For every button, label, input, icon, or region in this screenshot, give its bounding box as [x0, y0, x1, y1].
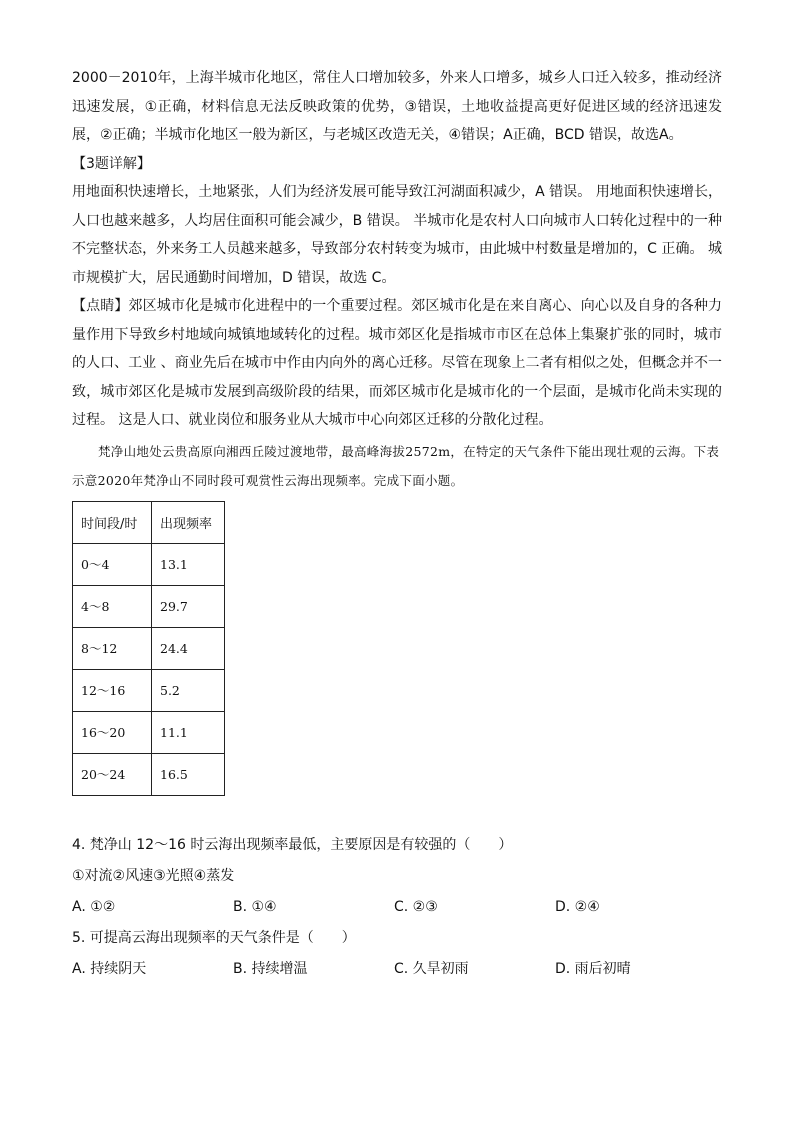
table-row [73, 585, 225, 627]
option-c: C. 久旱初雨 [394, 960, 469, 977]
table-header-row [73, 501, 225, 543]
question-intro: 梵净山地处云贵高原向湘西丘陵过渡地带，最高峰海拔2572m，在特定的天气条件下能出现壮观的云海。下表示意2020年梵净山不同时段可观赏性云海出现频率。完成下面小题。 [72, 443, 720, 488]
option-a: A. ①② [72, 898, 116, 915]
question-5-stem: 5. 可提高云海出现频率的天气条件是（ ） [72, 929, 356, 946]
time-period-cell: 20～24 [73, 753, 152, 795]
document-page [72, 64, 722, 985]
frequency-cell: 29.7 [152, 585, 225, 627]
q3-heading: 【3题详解】 [72, 155, 151, 172]
table-row [73, 753, 225, 795]
time-period-cell: 16～20 [73, 711, 152, 753]
option-b: B. ①④ [233, 898, 277, 915]
table-row [73, 711, 225, 753]
time-period-cell: 4～8 [73, 585, 152, 627]
question-5-options [72, 954, 722, 985]
option-d: D. ②④ [555, 898, 600, 915]
table-row [73, 669, 225, 711]
question-4-options [72, 892, 722, 923]
option-d: D. 雨后初晴 [555, 960, 631, 977]
time-period-cell: 0～4 [73, 543, 152, 585]
answer-paragraph: 2000－2010年，上海半城市化地区，常住人口增加较多，外来人口增多，城乡人口迁入较多，推动经济迅速发展，①正确，材料信息无法反映政策的优势，③错误，土地收益提高更好促进区域的经济迅速发展，②正确；半城市化地区一般为新区，与老城区改造无关，④错误；A正确，BCD 错误，故选A。 [72, 70, 722, 143]
table-header-cell: 出现频率 [152, 501, 225, 543]
spacer [72, 796, 722, 830]
frequency-cell: 24.4 [152, 627, 225, 669]
frequency-cell: 5.2 [152, 669, 225, 711]
time-period-cell: 8～12 [73, 627, 152, 669]
option-c: C. ②③ [394, 898, 438, 915]
table-row [73, 543, 225, 585]
frequency-cell: 13.1 [152, 543, 225, 585]
frequency-cell: 11.1 [152, 711, 225, 753]
time-period-cell: 12～16 [73, 669, 152, 711]
question-4-items: ①对流②风速③光照④蒸发 [72, 867, 235, 884]
table-header-cell: 时间段/时 [73, 501, 152, 543]
comment-paragraph: 【点睛】郊区城市化是城市化进程中的一个重要过程。郊区城市化是在来自离心、向心以及自身的各种力量作用下导致乡村地域向城镇地域转化的过程。城市郊区化是指城市市区在总体上集聚扩张的同时，城市的人口、工业 、商业先后在城市中作由内向外的离心迁移。尽管在现象上二者有相似之处，但概念并不一致，城市郊区化是城市发展到高级阶段的结果，而郊区城市化是城市化的一个层面，是城市化尚未实现的过程。 这是人口、就业岗位和服务业从大城市中心向郊区迁移的分散化过程。 [72, 298, 722, 428]
question-4-stem: 4. 梵净山 12～16 时云海出现频率最低，主要原因是有较强的（ ） [72, 836, 513, 853]
frequency-table [72, 501, 225, 796]
option-a: A. 持续阴天 [72, 960, 147, 977]
table-row [73, 627, 225, 669]
frequency-cell: 16.5 [152, 753, 225, 795]
option-b: B. 持续增温 [233, 960, 308, 977]
q3-explanation: 用地面积快速增长，土地紧张，人们为经济发展可能导致江河湖面积减少，A 错误。 用地面积快速增长，人口也越来越多，人均居住面积可能会减少，B 错误。 半城市化是农村人口向城市人口转化过程中的一种不完整状态，外来务工人员越来越多，导致部分农村转变为城市，由此城中村数量是增加的，C 正确。 城市规模扩大，居民通勤时间增加，D 错误，故选 C。 [72, 184, 722, 286]
